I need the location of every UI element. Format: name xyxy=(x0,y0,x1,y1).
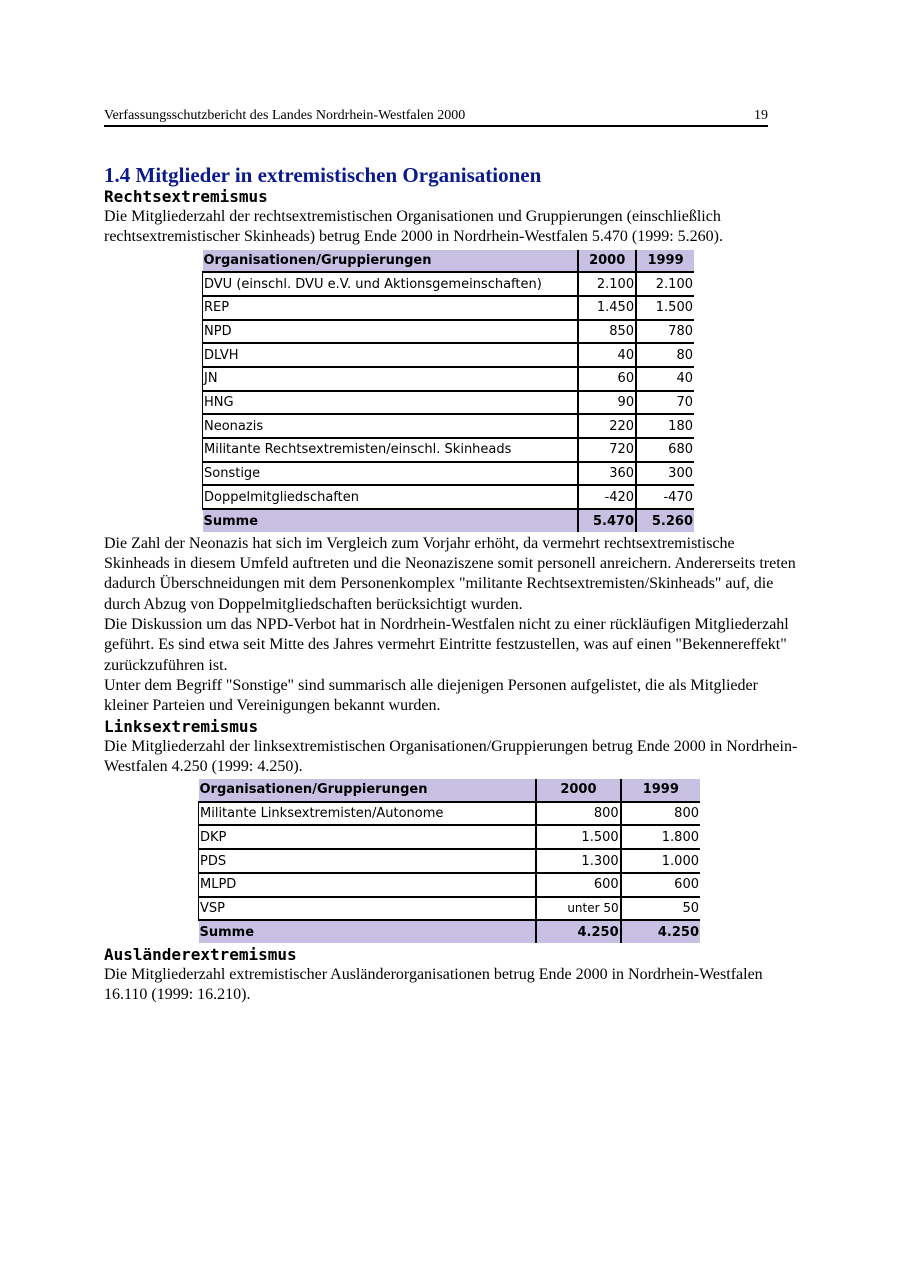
value-1999-cell: 80 xyxy=(636,343,694,367)
org-name-cell: VSP xyxy=(199,897,537,921)
value-2000-cell: 1.500 xyxy=(536,825,620,849)
links-table xyxy=(198,779,700,943)
value-1999-cell: 600 xyxy=(621,873,700,897)
table-row xyxy=(203,296,695,320)
org-name-cell: DLVH xyxy=(203,343,579,367)
org-name-cell: PDS xyxy=(199,849,537,873)
table-row xyxy=(203,367,695,391)
org-name-cell: Militante Linksextremisten/Autonome xyxy=(199,802,537,826)
value-2000-cell: 600 xyxy=(536,873,620,897)
value-1999-cell: -470 xyxy=(636,485,694,509)
report-title: Verfassungsschutzbericht des Landes Nordrhein-Westfalen 2000 xyxy=(104,108,466,123)
rechts-paragraph-2: Die Diskussion um das NPD-Verbot hat in Nordrhein-Westfalen nicht zu einer rückläufigen Mitgliederzahl geführt. Es sind etwa seit Mitte des Jahres vermehrt Eintritte festzustellen, was auf einen "Bekennereffekt" zurückzuführen ist. xyxy=(104,616,789,674)
value-1999-cell: 1.500 xyxy=(636,296,694,320)
rechts-heading: Rechtsextremismus xyxy=(104,187,268,206)
value-1999-cell: 1.800 xyxy=(621,825,700,849)
value-1999-cell: 300 xyxy=(636,462,694,486)
table-row xyxy=(203,462,695,486)
value-2000-cell: 60 xyxy=(578,367,636,391)
rechts-paragraph-3: Unter dem Begriff "Sonstige" sind summarisch alle diejenigen Personen aufgelistet, die als Mitglieder kleiner Parteien und Vereinigungen bekannt wurden. xyxy=(104,676,758,715)
column-header: 2000 xyxy=(536,779,620,802)
links-intro: Die Mitgliederzahl der linksextremistischen Organisationen/Gruppierungen betrug Ende 2000 in Nordrhein-Westfalen 4.250 (1999: 4.250). xyxy=(104,737,798,775)
table-row xyxy=(203,272,695,296)
org-name-cell: DVU (einschl. DVU e.V. und Aktionsgemeinschaften) xyxy=(203,272,579,296)
value-2000-cell: 1.300 xyxy=(536,849,620,873)
page-header xyxy=(104,107,768,127)
rechts-table xyxy=(202,250,694,532)
page-number: 19 xyxy=(754,108,768,123)
org-name-cell: Neonazis xyxy=(203,414,579,438)
column-header: 1999 xyxy=(636,250,694,273)
value-2000-cell: 360 xyxy=(578,462,636,486)
value-1999-cell: 800 xyxy=(621,802,700,826)
table-body xyxy=(203,272,695,509)
table-row xyxy=(199,873,701,897)
org-name-cell: Doppelmitgliedschaften xyxy=(203,485,579,509)
table-row xyxy=(199,825,701,849)
value-2000-cell: -420 xyxy=(578,485,636,509)
table-row xyxy=(203,343,695,367)
value-2000-cell: unter 50 xyxy=(536,897,620,921)
org-name-cell: Militante Rechtsextremisten/einschl. Skinheads xyxy=(203,438,579,462)
table-row xyxy=(203,391,695,415)
org-name-cell: JN xyxy=(203,367,579,391)
table-row xyxy=(199,849,701,873)
table-sum-row xyxy=(199,920,701,943)
auslaender-heading: Ausländerextremismus xyxy=(104,944,297,964)
org-name-cell: HNG xyxy=(203,391,579,415)
org-name-cell: NPD xyxy=(203,320,579,344)
table-row xyxy=(199,802,701,826)
value-2000-cell: 720 xyxy=(578,438,636,462)
table-header-row xyxy=(199,779,701,802)
rechts-intro: Die Mitgliederzahl der rechtsextremistischen Organisationen und Gruppierungen (einschließlich rechtsextremistischer Skinheads) betrug Ende 2000 in Nordrhein-Westfalen 5.470 (1999: 5.260). xyxy=(104,208,723,246)
table-sum-row xyxy=(203,509,695,532)
value-1999-cell: 780 xyxy=(636,320,694,344)
org-name-cell: DKP xyxy=(199,825,537,849)
table-header-row xyxy=(203,250,695,273)
sum-1999: 5.260 xyxy=(636,509,694,532)
value-2000-cell: 40 xyxy=(578,343,636,367)
value-2000-cell: 220 xyxy=(578,414,636,438)
value-1999-cell: 1.000 xyxy=(621,849,700,873)
table-row xyxy=(199,897,701,921)
value-1999-cell: 70 xyxy=(636,391,694,415)
table-body xyxy=(199,802,701,920)
value-1999-cell: 50 xyxy=(621,897,700,921)
table-row xyxy=(203,414,695,438)
rechts-paragraph-1: Die Zahl der Neonazis hat sich im Vergleich zum Vorjahr erhöht, da vermehrt rechtsextremistische Skinheads in diesem Umfeld auftreten und die Neonaziszene somit personell anreichern. Andererseits treten dadurch Überschneidungen mit dem Personenkomplex "militante Rechtsextremisten/Skinheads" auf, die durch Abzug von Doppelmitgliedschaften berücksichtigt wurden. xyxy=(104,534,796,613)
table-row xyxy=(203,485,695,509)
value-2000-cell: 1.450 xyxy=(578,296,636,320)
value-1999-cell: 180 xyxy=(636,414,694,438)
value-1999-cell: 40 xyxy=(636,367,694,391)
table-row xyxy=(203,320,695,344)
section-title: 1.4 Mitglieder in extremistischen Organisationen xyxy=(104,163,542,187)
column-header: Organisationen/Gruppierungen xyxy=(203,250,579,273)
org-name-cell: Sonstige xyxy=(203,462,579,486)
sum-1999: 4.250 xyxy=(621,920,700,943)
table-row xyxy=(203,438,695,462)
value-1999-cell: 2.100 xyxy=(636,272,694,296)
org-name-cell: MLPD xyxy=(199,873,537,897)
main-content xyxy=(104,163,804,1006)
sum-label: Summe xyxy=(203,509,579,532)
sum-2000: 4.250 xyxy=(536,920,620,943)
value-1999-cell: 680 xyxy=(636,438,694,462)
column-header: 1999 xyxy=(621,779,700,802)
sum-label: Summe xyxy=(199,920,537,943)
column-header: Organisationen/Gruppierungen xyxy=(199,779,537,802)
column-header: 2000 xyxy=(578,250,636,273)
org-name-cell: REP xyxy=(203,296,579,320)
auslaender-intro: Die Mitgliederzahl extremistischer Ausländerorganisationen betrug Ende 2000 in Nordrhein-Westfalen 16.110 (1999: 16.210). xyxy=(104,965,763,1004)
sum-2000: 5.470 xyxy=(578,509,636,532)
value-2000-cell: 90 xyxy=(578,391,636,415)
value-2000-cell: 800 xyxy=(536,802,620,826)
value-2000-cell: 850 xyxy=(578,320,636,344)
value-2000-cell: 2.100 xyxy=(578,272,636,296)
links-heading: Linksextremismus xyxy=(104,716,259,736)
